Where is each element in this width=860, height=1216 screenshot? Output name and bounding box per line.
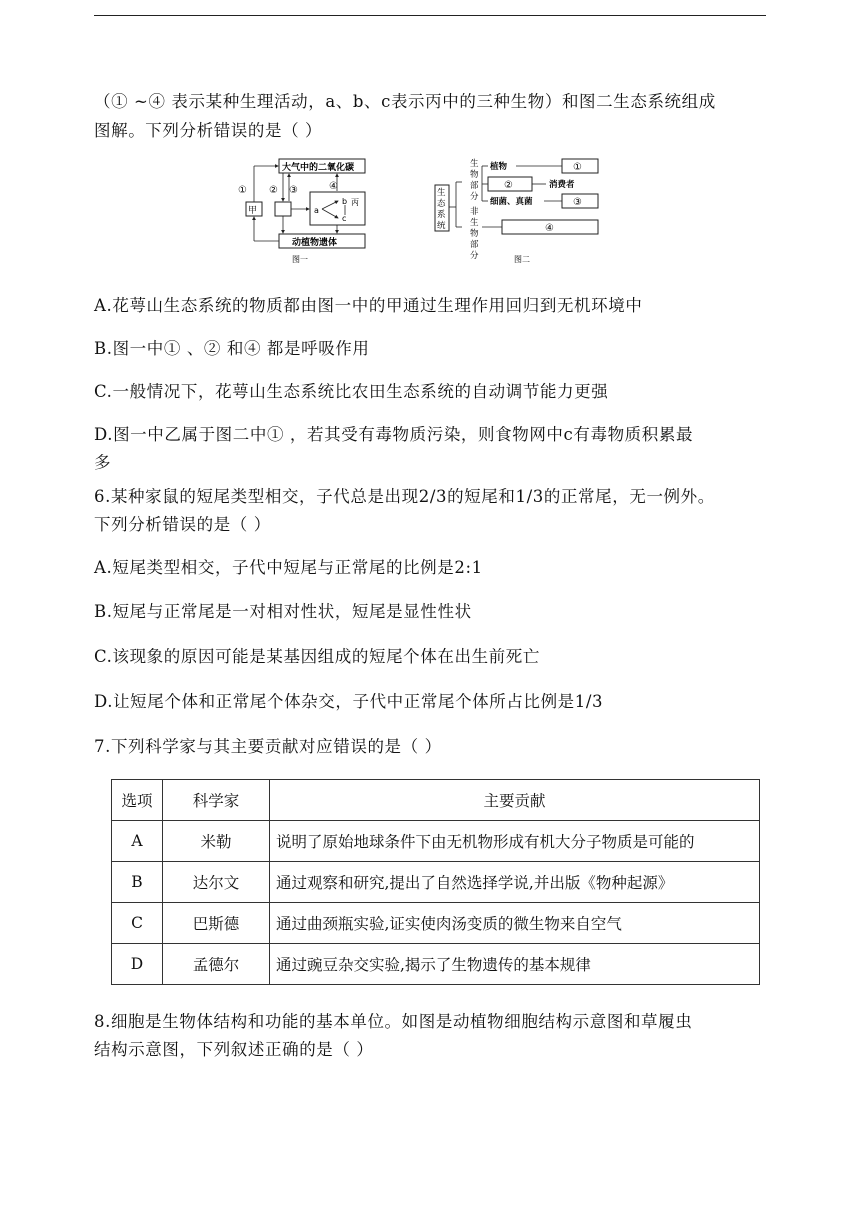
fig1-num-4: ④ [329,181,338,192]
q7-stem: 7.下列科学家与其主要贡献对应错误的是（ ） [94,737,442,756]
table-row [112,862,760,903]
table-cell-contribution: 通过曲颈瓶实验,证实使肉汤变质的微生物来自空气 [270,903,760,944]
table-row [112,821,760,862]
fig2-num-2: ② [504,180,513,191]
q6-stem-line-2: 下列分析错误的是（ ） [94,515,271,534]
header-rule [94,15,766,16]
fig1-jia: 甲 [248,206,258,216]
fig2-num-4: ④ [545,223,554,234]
table-cell-option: A [112,821,163,862]
q6-option-a: A.短尾类型相交，子代中短尾与正常尾的比例是2:1 [94,558,483,577]
figure-1-carbon-cycle [232,157,372,265]
table-header-cell: 选项 [112,780,163,821]
fig1-num-2: ② [269,185,278,196]
table-cell-scientist: 巴斯德 [163,903,270,944]
fig1-bing: 丙 [351,198,359,207]
q5-option-d-line-1: D.图一中乙属于图二中① ，若其受有毒物质污染，则食物网中c有毒物质积累最 [94,425,694,444]
fig2-root-4: 统 [437,221,446,231]
fig2-nonbio-3: 物 [470,229,479,239]
fig2-decomposer: 细菌、真菌 [490,197,533,207]
fig2-root-3: 系 [437,210,446,220]
table-cell-option: B [112,862,163,903]
table-header-cell: 主要贡献 [270,780,760,821]
fig2-bio-2: 物 [470,170,479,180]
q6-option-d: D.让短尾个体和正常尾个体杂交，子代中正常尾个体所占比例是1/3 [94,692,604,711]
figure-2-ecosystem-components [432,157,602,265]
table-header-row [112,780,760,821]
table-cell-scientist: 达尔文 [163,862,270,903]
fig1-a: a [314,206,319,215]
q5-option-d-line-2: 多 [94,453,112,472]
q6-option-b: B.短尾与正常尾是一对相对性状，短尾是显性性状 [94,602,472,621]
table-cell-contribution: 说明了原始地球条件下由无机物形成有机大分子物质是可能的 [270,821,760,862]
fig2-num-1: ① [573,162,582,173]
fig1-num-3: ③ [289,185,298,196]
table-cell-option: C [112,903,163,944]
fig2-bio-3: 部 [470,181,479,191]
fig2-num-3: ③ [573,197,582,208]
q5-intro-line-1: （① ~④ 表示某种生理活动，a、b、c表示丙中的三种生物）和图二生态系统组成 [94,92,716,111]
q8-stem-line-1: 8.细胞是生物体结构和功能的基本单位。如图是动植物细胞结构示意图和草履虫 [94,1012,693,1031]
table-header-cell: 科学家 [163,780,270,821]
fig1-b: b [342,197,348,206]
fig2-nonbio-2: 生 [470,218,479,228]
fig2-nonbio-5: 分 [470,251,479,261]
fig2-plant: 植物 [490,162,508,172]
fig2-nonbio-1: 非 [470,207,479,217]
q5-intro-line-2: 图解。下列分析错误的是（ ） [94,121,323,140]
fig1-bottom-label: 动植物遗体 [292,238,338,248]
q5-option-a: A.花萼山生态系统的物质都由图一中的甲通过生理作用回归到无机环境中 [94,296,643,315]
q6-option-c: C.该现象的原因可能是某基因组成的短尾个体在出生前死亡 [94,647,540,666]
fig1-co2-label: 大气中的二氧化碳 [282,163,355,173]
fig2-nonbio-4: 部 [470,240,479,250]
fig2-root-2: 态 [437,199,446,209]
fig1-caption: 图一 [292,255,308,264]
fig2-bio-4: 分 [470,192,479,202]
table-cell-contribution: 通过观察和研究,提出了自然选择学说,并出版《物种起源》 [270,862,760,903]
q5-option-c: C.一般情况下，花萼山生态系统比农田生态系统的自动调节能力更强 [94,382,609,401]
fig2-root-1: 生 [437,188,446,198]
fig2-caption: 图二 [514,255,530,264]
q7-table [111,779,760,985]
fig1-num-1: ① [238,185,247,196]
q6-stem-line-1: 6.某种家鼠的短尾类型相交，子代总是出现2/3的短尾和1/3的正常尾，无一例外。 [94,487,715,506]
q8-stem-line-2: 结构示意图，下列叙述正确的是（ ） [94,1040,374,1059]
fig1-c: c [342,214,347,223]
table-row [112,903,760,944]
fig2-consumer: 消费者 [549,180,575,190]
table-cell-scientist: 米勒 [163,821,270,862]
table-cell-scientist: 孟德尔 [163,944,270,985]
fig2-bio-1: 生 [470,159,479,169]
table-cell-option: D [112,944,163,985]
q5-option-b: B.图一中① 、② 和④ 都是呼吸作用 [94,339,370,358]
table-cell-contribution: 通过豌豆杂交实验,揭示了生物遗传的基本规律 [270,944,760,985]
table-row [112,944,760,985]
